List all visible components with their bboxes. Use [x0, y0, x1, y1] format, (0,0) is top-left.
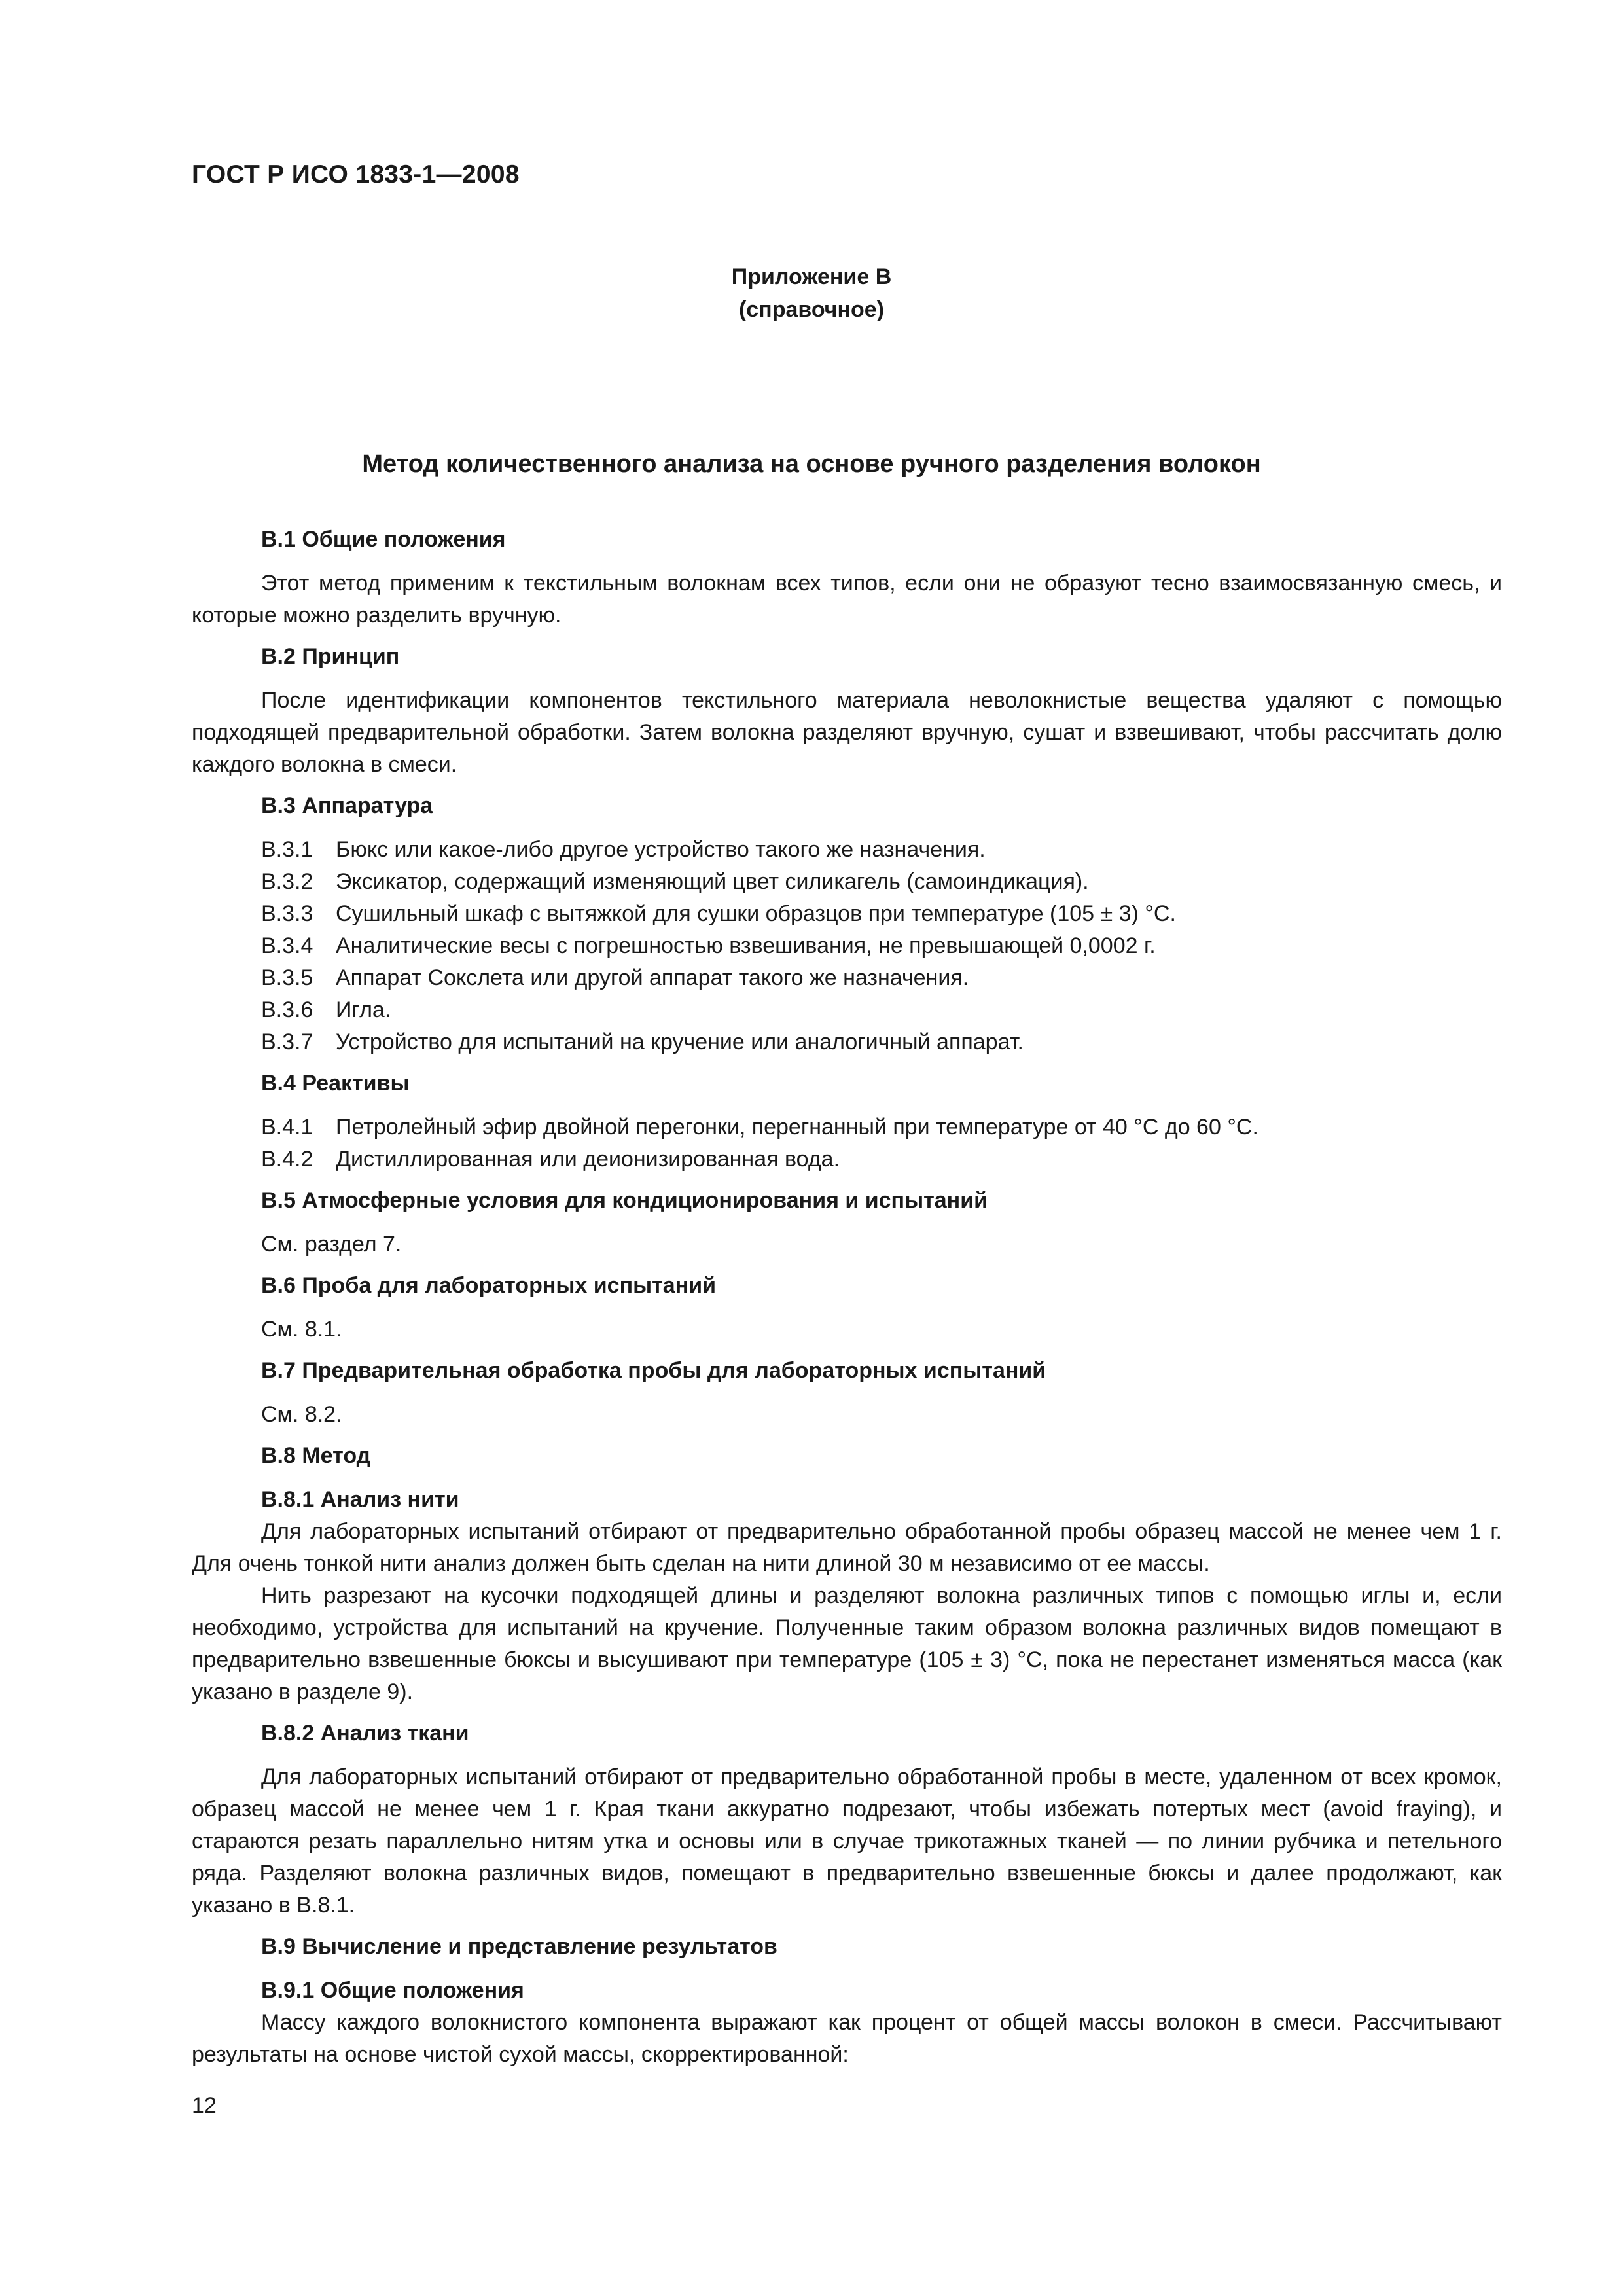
subsection-heading: В.8.2 Анализ ткани [261, 1721, 469, 1746]
paragraph: Нить разрезают на кусочки подходящей длины и разделяют волокна различных типов с помощью иглы и, если необходимо, устройства для испытаний на кручение. Полученные таким образом волокна различных видов помещают в предварительно взвешенные бюксы и высушивают при температуре (105 ± 3) °С, пока не перестанет изменяться масса (как указано в разделе 9). [192, 1583, 1502, 1704]
section-heading: В.8 Метод [261, 1443, 371, 1468]
annex-kind: (справочное) [738, 297, 885, 322]
list-item: В.3.5 Аппарат Сокслета или другой аппарат такого же назначения. [261, 965, 969, 990]
section-b7 [192, 1355, 1502, 1431]
section-b4 [192, 1067, 1502, 1175]
section-heading: В.7 Предварительная обработка пробы для лабораторных испытаний [261, 1358, 1046, 1383]
section-heading: В.3 Аппаратура [261, 793, 433, 818]
section-heading: В.9 Вычисление и представление результатов [261, 1934, 777, 1959]
list-item: В.3.7 Устройство для испытаний на кручение или аналогичный аппарат. [261, 1030, 1024, 1054]
section-b6 [192, 1270, 1502, 1346]
document-body [192, 524, 1502, 2080]
paragraph: Для лабораторных испытаний отбирают от предварительно обработанной пробы в месте, удаленном от всех кромок, образец массой не менее чем 1 г. Края ткани аккуратно подрезают, чтобы избежать потертых мест (avoid fraying), и стараются резать параллельно нитям утка и основы или в случае трикотажных тканей — по линии рубчика и петельного ряда. Разделяют волокна различных видов, помещают в предварительно взвешенные бюксы и далее продолжают, как указано в В.8.1. [192, 1765, 1502, 1918]
section-heading: В.2 Принцип [261, 644, 400, 669]
section-heading: В.1 Общие положения [261, 527, 506, 552]
paragraph: Для лабораторных испытаний отбирают от предварительно обработанной пробы образец массой не менее чем 1 г. Для очень тонкой нити анализ должен быть сделан на нити длиной 30 м независимо от ее массы. [192, 1519, 1502, 1576]
section-b8 [192, 1440, 1502, 1922]
section-b5 [192, 1185, 1502, 1261]
annex-title: Приложение В [731, 264, 892, 289]
list-item: В.3.4 Аналитические весы с погрешностью взвешивания, не превышающей 0,0002 г. [261, 933, 1156, 958]
subsection-heading: В.8.1 Анализ нити [261, 1487, 459, 1512]
paragraph: Массу каждого волокнистого компонента выражают как процент от общей массы волокон в смеси. Рассчитывают результаты на основе чистой сухой массы, скорректированной: [192, 2010, 1502, 2067]
list-item: В.3.3 Сушильный шкаф с вытяжкой для сушки образцов при температуре (105 ± 3) °С. [261, 901, 1176, 926]
section-b1 [192, 524, 1502, 632]
list-item: В.3.6 Игла. [261, 997, 391, 1022]
list-item: В.3.2 Эксикатор, содержащий изменяющий цвет силикагель (самоиндикация). [261, 869, 1089, 894]
paragraph: См. раздел 7. [261, 1232, 402, 1257]
list-item: В.4.1 Петролейный эфир двойной перегонки, перегнанный при температуре от 40 °С до 60 °С. [261, 1115, 1258, 1139]
paragraph: См. 8.1. [261, 1317, 342, 1342]
section-b9 [192, 1931, 1502, 2071]
paragraph: Этот метод применим к текстильным волокнам всех типов, если они не образуют тесно взаимосвязанную смесь, и которые можно разделить вручную. [192, 571, 1502, 628]
page-number: 12 [192, 2093, 217, 2118]
section-heading: В.4 Реактивы [261, 1071, 410, 1096]
subsection-heading: В.9.1 Общие положения [261, 1978, 524, 2003]
annex-heading [0, 260, 1623, 326]
section-b2 [192, 641, 1502, 781]
paragraph: После идентификации компонентов текстильного материала неволокнистые вещества удаляют с помощью подходящей предварительной обработки. Затем волокна разделяют вручную, сушат и взвешивают, чтобы рассчитать долю каждого волокна в смеси. [192, 688, 1502, 777]
list-item: В.4.2 Дистиллированная или деионизированная вода. [261, 1147, 840, 1172]
section-b3 [192, 790, 1502, 1058]
section-heading: В.6 Проба для лабораторных испытаний [261, 1273, 717, 1298]
paragraph: См. 8.2. [261, 1402, 342, 1427]
section-heading: В.5 Атмосферные условия для кондиционирования и испытаний [261, 1188, 988, 1213]
list-item: В.3.1 Бюкс или какое-либо другое устройство такого же назначения. [261, 837, 986, 862]
document-code-header: ГОСТ Р ИСО 1833-1—2008 [192, 160, 520, 188]
annex-main-title: Метод количественного анализа на основе ручного разделения волокон [362, 450, 1261, 478]
